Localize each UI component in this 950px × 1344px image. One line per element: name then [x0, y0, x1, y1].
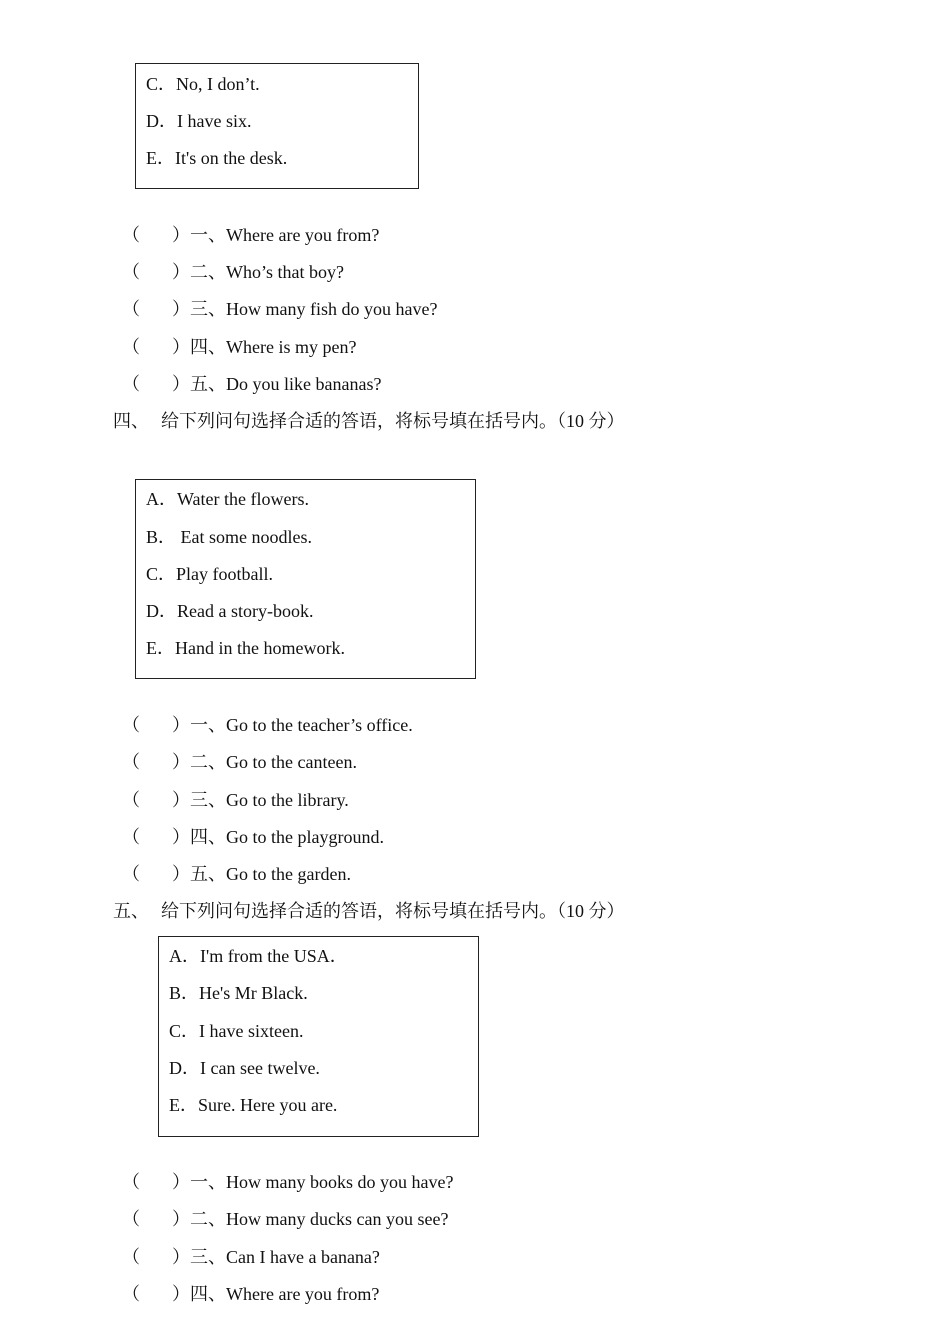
answer-blank-close: ） — [172, 827, 190, 847]
question-text: 五、Do you like bananas? — [190, 374, 382, 394]
question-text: 一、Go to the teacher’s office. — [190, 715, 413, 735]
question-row — [122, 1208, 448, 1230]
option-c: C．Play football. — [146, 564, 273, 584]
answer-blank-close: ） — [172, 1209, 190, 1229]
section-heading — [113, 410, 625, 432]
option-b: B． Eat some noodles. — [146, 527, 312, 547]
answer-blank-open[interactable]: （ — [122, 1247, 140, 1267]
answer-blank-close: ） — [172, 1172, 190, 1192]
question-row — [122, 261, 344, 283]
question-text: 五、Go to the garden. — [190, 864, 351, 884]
answer-blank-open[interactable]: （ — [122, 790, 140, 810]
question-row — [122, 1171, 453, 1193]
answer-blank-open[interactable]: （ — [122, 262, 140, 282]
option-d: D．I have six. — [146, 111, 252, 131]
answer-blank-close: ） — [172, 790, 190, 810]
answer-blank-close: ） — [172, 299, 190, 319]
question-text: 一、How many books do you have? — [190, 1172, 454, 1192]
option-e: E．Sure. Here you are. — [169, 1095, 338, 1115]
option-b: B．He's Mr Black. — [169, 983, 308, 1003]
answer-blank-open[interactable]: （ — [122, 374, 140, 394]
question-text: 四、Where are you from? — [190, 1284, 380, 1304]
question-row — [122, 863, 351, 885]
question-row — [122, 336, 356, 358]
option-e: E．Hand in the homework. — [146, 638, 345, 658]
answer-blank-open[interactable]: （ — [122, 1172, 140, 1192]
section-number: 五、 — [113, 901, 149, 921]
answer-blank-open[interactable]: （ — [122, 827, 140, 847]
section-heading — [113, 900, 625, 922]
option-e: E．It's on the desk. — [146, 148, 288, 168]
option-c: C．No, I don’t. — [146, 74, 260, 94]
answer-blank-close: ） — [172, 715, 190, 735]
answer-blank-open[interactable]: （ — [122, 1209, 140, 1229]
question-row — [122, 1283, 379, 1305]
answer-blank-open[interactable]: （ — [122, 225, 140, 245]
answer-blank-close: ） — [172, 262, 190, 282]
answer-blank-close: ） — [172, 337, 190, 357]
option-a: A．I'm from the USA． — [169, 946, 348, 966]
question-text: 三、Can I have a banana? — [190, 1247, 380, 1267]
question-row — [122, 789, 349, 811]
answer-blank-open[interactable]: （ — [122, 1284, 140, 1304]
question-text: 三、Go to the library. — [190, 790, 349, 810]
option-c: C．I have sixteen. — [169, 1021, 304, 1041]
answer-blank-open[interactable]: （ — [122, 752, 140, 772]
question-row — [122, 373, 381, 395]
option-d: D．I can see twelve. — [169, 1058, 320, 1078]
question-row — [122, 826, 384, 848]
option-d: D．Read a story-book. — [146, 601, 314, 621]
answer-blank-open[interactable]: （ — [122, 715, 140, 735]
answer-blank-close: ） — [172, 1284, 190, 1304]
section-title: 给下列问句选择合适的答语，将标号填在括号内。（10 分） — [161, 901, 625, 921]
question-text: 二、Who’s that boy? — [190, 262, 344, 282]
answer-blank-open[interactable]: （ — [122, 864, 140, 884]
answer-blank-close: ） — [172, 752, 190, 772]
question-row — [122, 224, 379, 246]
option-a: A．Water the flowers. — [146, 489, 309, 509]
answer-blank-close: ） — [172, 374, 190, 394]
answer-blank-open[interactable]: （ — [122, 299, 140, 319]
answer-blank-close: ） — [172, 864, 190, 884]
answer-blank-close: ） — [172, 1247, 190, 1267]
question-text: 二、Go to the canteen. — [190, 752, 357, 772]
question-text: 四、Go to the playground. — [190, 827, 384, 847]
question-text: 二、How many ducks can you see? — [190, 1209, 449, 1229]
answer-blank-close: ） — [172, 225, 190, 245]
answer-blank-open[interactable]: （ — [122, 337, 140, 357]
question-row — [122, 714, 413, 736]
section-number: 四、 — [113, 411, 149, 431]
question-text: 三、How many fish do you have? — [190, 299, 438, 319]
question-row — [122, 751, 357, 773]
section-title: 给下列问句选择合适的答语，将标号填在括号内。（10 分） — [161, 411, 625, 431]
question-text: 四、Where is my pen? — [190, 337, 357, 357]
question-row — [122, 1246, 380, 1268]
question-text: 一、Where are you from? — [190, 225, 380, 245]
question-row — [122, 298, 437, 320]
